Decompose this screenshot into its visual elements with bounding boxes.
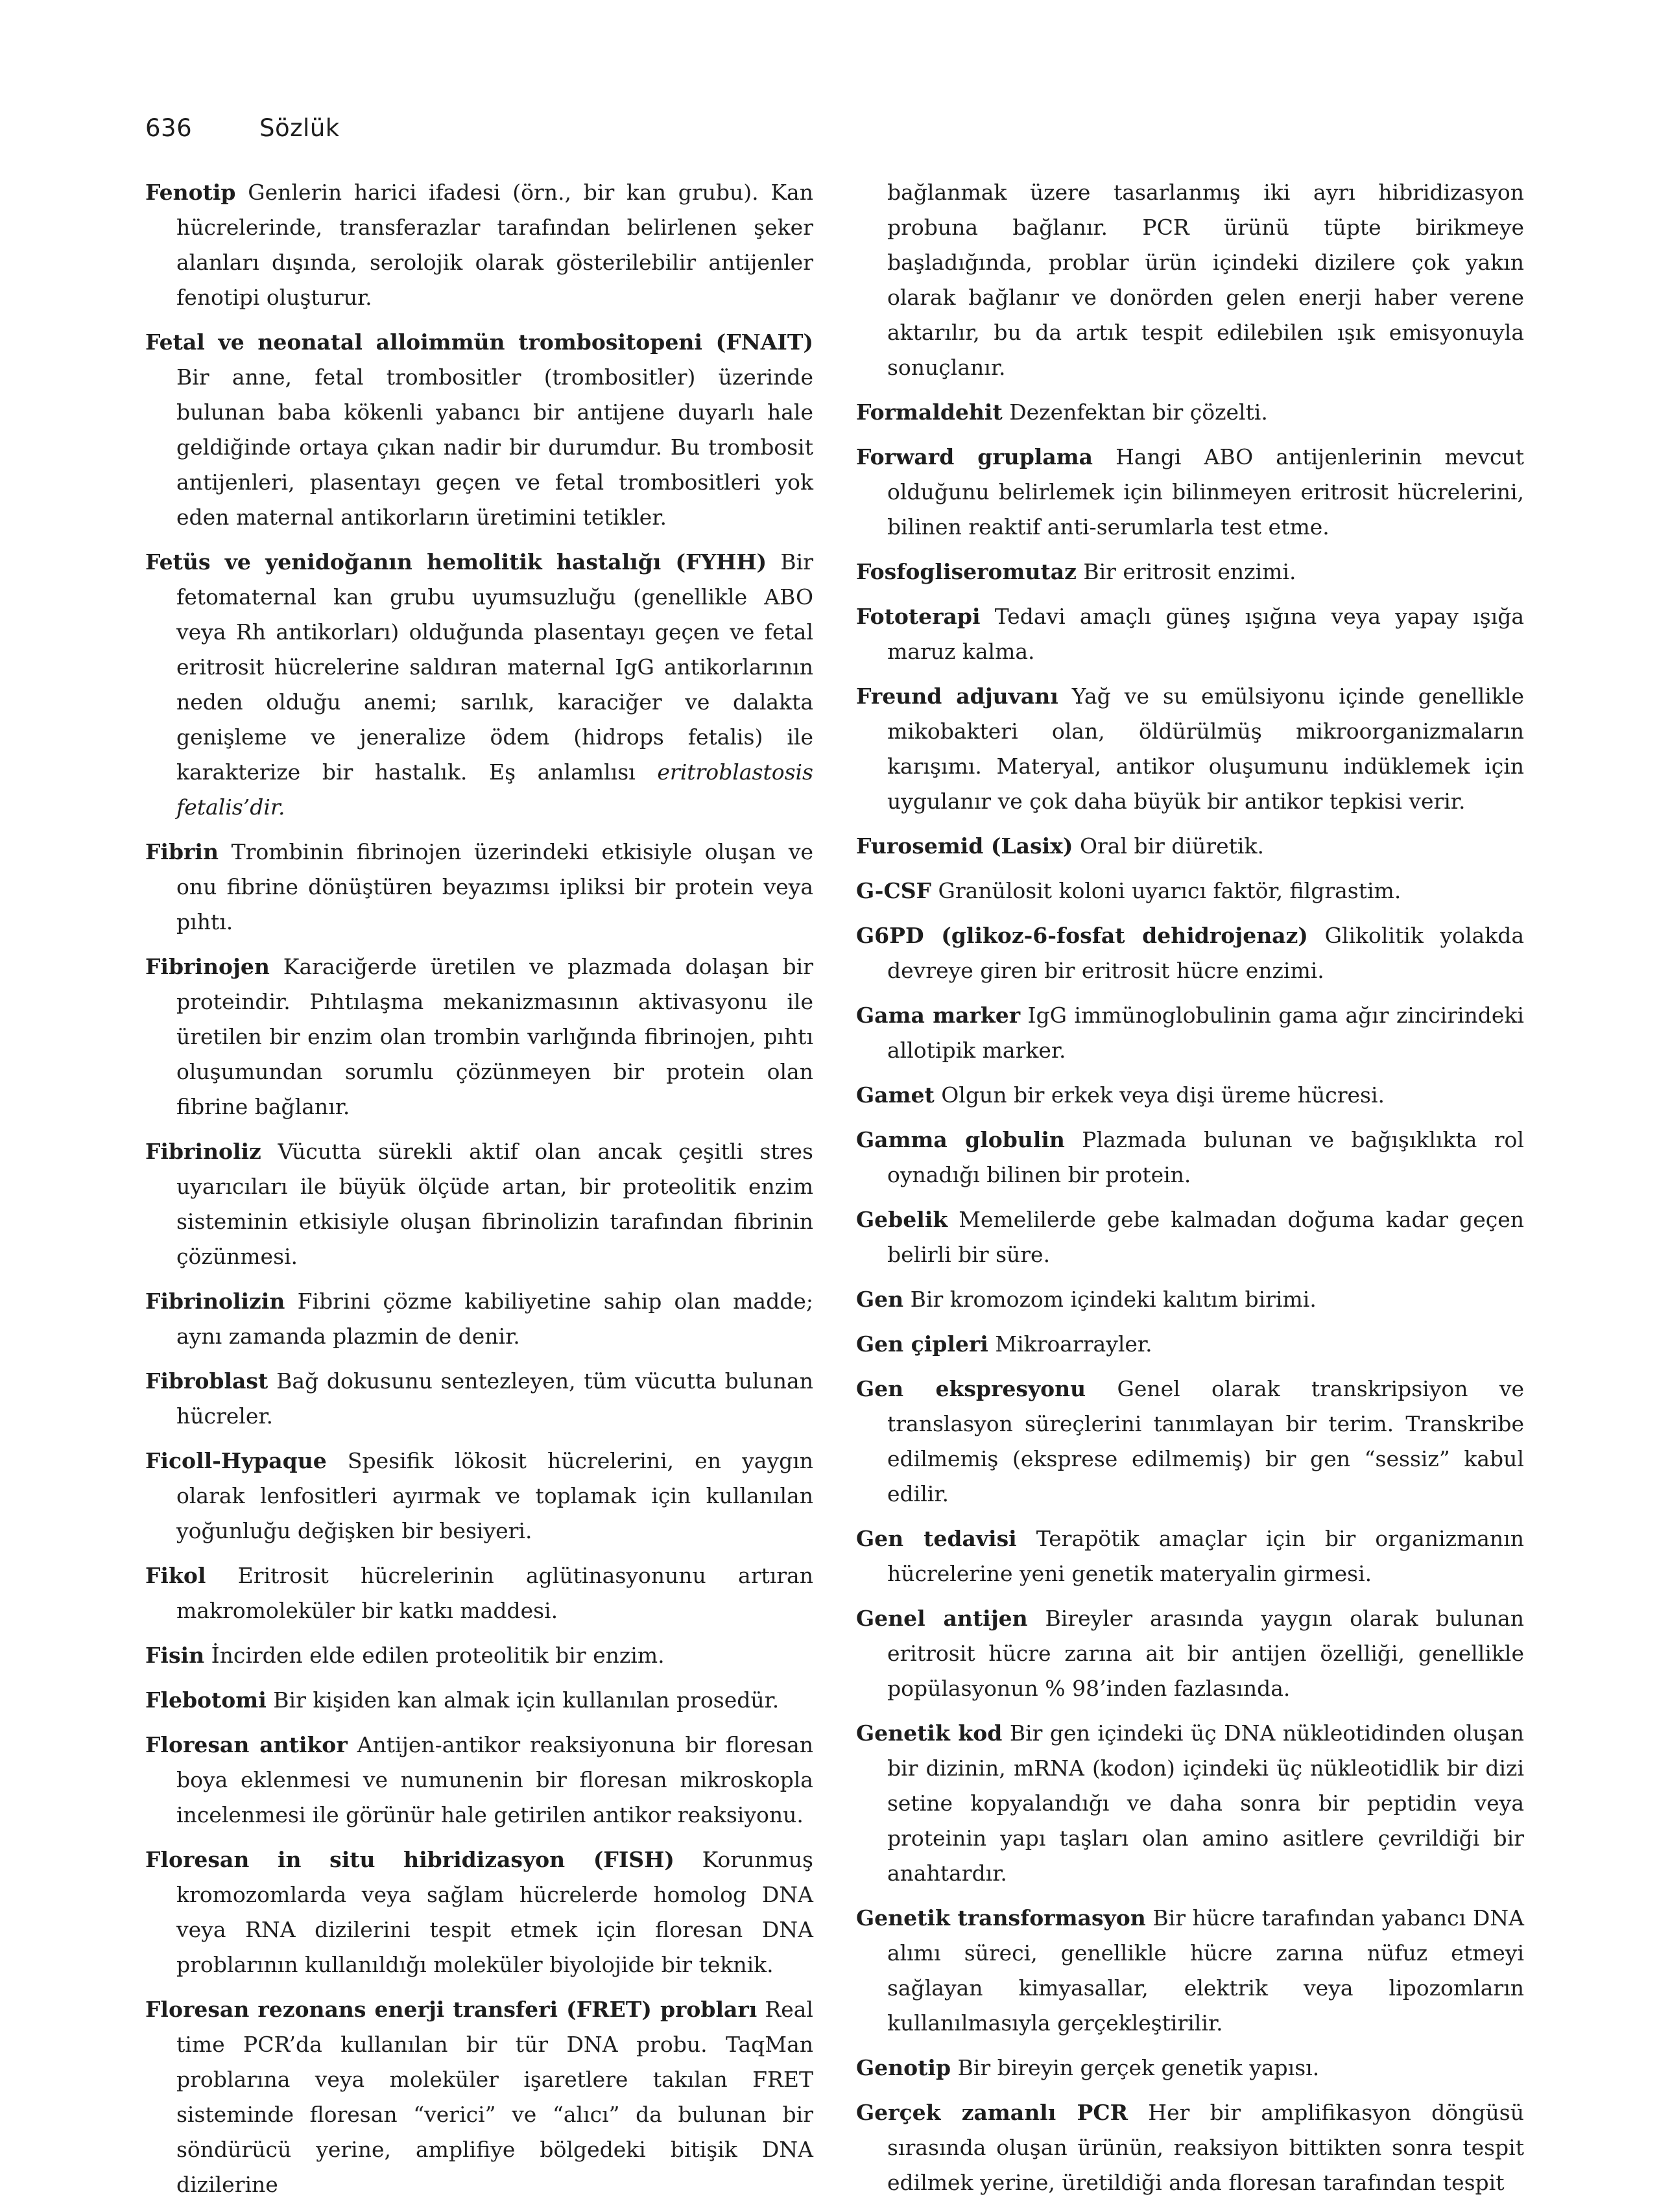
entry-definition: Bir fetomaternal kan grubu uyumsuzluğu (genellikle ABO veya Rh antikorları) olduğunda plasentayı geçen ve fetal eritrosit hücrelerine saldıran maternal IgG antikorlarının neden olduğu anemi; sarılık, karaciğer ve dalakta genişleme ve jeneralize ödem (hidrops fetalis) ile karakterize bir hastalık. Eş anlamlısı [176, 549, 813, 785]
glossary-entry [856, 2051, 1524, 2086]
entry-term: Fibrinolizin [145, 1289, 285, 1314]
glossary-entry [856, 1078, 1524, 1113]
entry-term: Genetik transformasyon [856, 1905, 1146, 1931]
entry-definition: Trombinin fibrinojen üzerindeki etkisiyle oluşan ve onu fibrine dönüştüren beyazımsı ipliksi bir protein veya pıhtı. [176, 839, 813, 934]
entry-definition: Karaciğerde üretilen ve plazmada dolaşan bir proteindir. Pıhtılaşma mekanizmasının aktivasyonu ile üretilen bir enzim olan trombin varlığında fibrinojen, pıhtı oluşumundan sorumlu çözünmeyen bir protein olan fibrine bağlanır. [176, 954, 813, 1119]
glossary-entry [856, 874, 1524, 909]
entry-term: Fototerapi [856, 604, 981, 629]
entry-term: Formaldehit [856, 399, 1003, 425]
entry-term: Forward gruplama [856, 444, 1093, 470]
entry-term: Floresan antikor [145, 1732, 348, 1757]
entry-term: Gen çipleri [856, 1331, 988, 1357]
entry-definition: Bir eritrosit enzimi. [1083, 559, 1296, 584]
entry-term: Fenotip [145, 180, 236, 205]
entry-definition: İncirden elde edilen proteolitik bir enzim. [211, 1643, 665, 1668]
glossary-entry [145, 325, 813, 535]
glossary-entry [856, 1202, 1524, 1272]
entry-definition: Granülosit koloni uyarıcı faktör, filgrastim. [938, 878, 1402, 903]
glossary-entry [145, 175, 813, 315]
glossary-entry [145, 545, 813, 825]
entry-definition: Plazmada bulunan ve bağışıklıkta rol oynadığı bilinen bir protein. [887, 1127, 1524, 1187]
glossary-entry [856, 1282, 1524, 1317]
glossary-entry [145, 835, 813, 940]
entry-definition: Bir hücre tarafından yabancı DNA alımı süreci, genellikle hücre zarına nüfuz etmeyi sağlayan kimyasallar, elektrik veya lipozomların kullanılmasıyla gerçekleştirilir. [887, 1905, 1524, 2036]
glossary-entry [856, 679, 1524, 819]
entry-definition: Bireyler arasında yaygın olarak bulunan eritrosit hücre zarına ait bir antijen özelliği, genellikle popülasyonun % 98’inden fazlasında. [887, 1606, 1524, 1701]
glossary-entry [856, 1372, 1524, 1512]
glossary-entry [856, 1521, 1524, 1591]
entry-term: Gama marker [856, 1003, 1021, 1028]
entry-term: Gen tedavisi [856, 1526, 1017, 1551]
entry-definition: Bağ dokusunu sentezleyen, tüm vücutta bulunan hücreler. [176, 1368, 813, 1429]
entry-term: Furosemid (Lasix) [856, 833, 1073, 859]
entry-term: Ficoll-Hypaque [145, 1448, 327, 1473]
entry-term: G-CSF [856, 878, 932, 903]
glossary-entry [856, 998, 1524, 1068]
glossary-entry [856, 1901, 1524, 2041]
entry-term: Fibrinojen [145, 954, 270, 979]
glossary-entry [856, 554, 1524, 589]
glossary-entry [856, 1601, 1524, 1706]
page-header [145, 114, 340, 142]
entry-definition: Real time PCR’da kullanılan bir tür DNA probu. TaqMan problarına veya moleküler işaretlere takılan FRET sisteminde floresan “verici” ve “alıcı” da bulunan bir söndürücü yerine, amplifiye bölgedeki bitişik DNA dizilerine [176, 1997, 813, 2197]
entry-definition: Mikroarrayler. [995, 1331, 1152, 1357]
entry-definition: Genlerin harici ifadesi (örn., bir kan grubu). Kan hücrelerinde, transferazlar tarafından belirlenen şeker alanları dışında, serolojik olarak gösterilebilir antijenler fenotipi oluşturur. [176, 180, 813, 310]
entry-definition: Dezenfektan bir çözelti. [1009, 399, 1268, 425]
glossary-entry [856, 395, 1524, 430]
entry-definition: Olgun bir erkek veya dişi üreme hücresi. [941, 1082, 1385, 1108]
glossary-entry [856, 599, 1524, 669]
entry-definition: Bir bireyin gerçek genetik yapısı. [957, 2055, 1320, 2080]
glossary-entry [145, 1284, 813, 1354]
entry-definition: Bir kromozom içindeki kalıtım birimi. [910, 1287, 1317, 1312]
glossary-entry [856, 2095, 1524, 2200]
entry-definition: Oral bir diüretik. [1079, 833, 1264, 859]
entry-term: Gen ekspresyonu [856, 1376, 1086, 1401]
glossary-entry [145, 1558, 813, 1628]
glossary-entry [856, 1716, 1524, 1891]
glossary-entry [856, 440, 1524, 545]
entry-definition: IgG immünoglobulinin gama ağır zincirindeki allotipik marker. [887, 1003, 1524, 1063]
glossary-entry [145, 1444, 813, 1549]
glossary-entry [145, 1992, 813, 2202]
entry-definition: Yağ ve su emülsiyonu içinde genellikle mikobakteri olan, öldürülmüş mikroorganizmaların karışımı. Materyal, antikor oluşumunu indüklemek için uygulanır ve çok daha büyük bir antikor tepkisi verir. [887, 684, 1524, 814]
entry-term: Floresan in situ hibridizasyon (FISH) [145, 1847, 674, 1872]
entry-term: Genel antijen [856, 1606, 1028, 1631]
glossary-entry [145, 1638, 813, 1673]
entry-term: G6PD (glikoz-6-fosfat dehidrojenaz) [856, 923, 1308, 948]
entry-term: Fikol [145, 1563, 206, 1588]
entry-definition: Memelilerde gebe kalmadan doğuma kadar geçen belirli bir süre. [887, 1207, 1524, 1267]
entry-definition: bağlanmak üzere tasarlanmış iki ayrı hibridizasyon probuna bağlanır. PCR ürünü tüpte birikmeye başladığında, problar ürün içindeki dizilere çok yakın olarak bağlanır ve donörden gelen enerji haber verene aktarılır, bu da artık tespit edilebilen ışık emisyonuyla sonuçlanır. [887, 180, 1524, 380]
entry-definition: Bir anne, fetal trombositler (trombositler) üzerinde bulunan baba kökenli yabancı bir antijene duyarlı hale geldiğinde ortaya çıkan nadir bir durumdur. Bu trombosit antijenleri, plasentayı geçen ve fetal trombositleri yok eden maternal antikorların üretimini tetikler. [176, 364, 813, 530]
glossary-entry [145, 1364, 813, 1434]
entry-definition: Her bir amplifikasyon döngüsü sırasında oluşan ürünün, reaksiyon bittikten sonra tespit edilmek yerine, üretildiği anda floresan tarafından tespit [887, 2100, 1524, 2195]
entry-definition: Genel olarak transkripsiyon ve translasyon süreçlerini tanımlayan bir terim. Transkribe edilmemiş (eksprese edilmemiş) bir gen “sessiz” kabul edilir. [887, 1376, 1524, 1506]
entry-term: Fosfogliseromutaz [856, 559, 1077, 584]
entry-definition: Vücutta sürekli aktif olan ancak çeşitli stres uyarıcıları ile büyük ölçüde artan, bir proteolitik enzim sisteminin etkisiyle oluşan fibrinolizin tarafından fibrinin çözünmesi. [176, 1139, 813, 1269]
entry-definition: Bir gen içindeki üç DNA nükleotidinden oluşan bir dizinin, mRNA (kodon) içindeki üç nükleotidlik bir dizi setine kopyalandığı ve daha sonra bir peptidin veya proteinin yapı taşları olan amino asitlere çevrildiği bir anahtardır. [887, 1720, 1524, 1886]
glossary-entry-continuation [856, 175, 1524, 385]
entry-definition: Hangi ABO antijenlerinin mevcut olduğunu belirlemek için bilinmeyen eritrosit hücrelerini, bilinen reaktif anti-serumlarla test etme. [887, 444, 1524, 540]
entry-definition: Tedavi amaçlı güneş ışığına veya yapay ışığa maruz kalma. [887, 604, 1525, 664]
glossary-entry [145, 949, 813, 1124]
page-number: 636 [145, 114, 193, 142]
glossary-entry [145, 1683, 813, 1718]
entry-term: Gen [856, 1287, 904, 1312]
entry-term: Flebotomi [145, 1687, 267, 1713]
entry-definition: Glikolitik yolakda devreye giren bir eritrosit hücre enzimi. [887, 923, 1524, 983]
glossary-entry [856, 918, 1524, 988]
entry-italic-synonym: eritroblastosis fetalis’dir. [176, 759, 813, 820]
entry-definition: Fibrini çözme kabiliyetine sahip olan madde; aynı zamanda plazmin de denir. [176, 1289, 814, 1349]
glossary-entry [145, 1842, 813, 1982]
glossary-entry [145, 1728, 813, 1833]
entry-definition: Eritrosit hücrelerinin aglütinasyonunu artıran makromoleküler bir katkı maddesi. [176, 1563, 813, 1623]
entry-term: Gamet [856, 1082, 935, 1108]
entry-definition: Antijen-antikor reaksiyonuna bir floresan boya eklenmesi ve numunenin bir floresan mikroskopla incelenmesi ile görünür hale getirilen antikor reaksiyonu. [176, 1732, 814, 1827]
entry-term: Freund adjuvanı [856, 684, 1058, 709]
entry-definition: Terapötik amaçlar için bir organizmanın hücrelerine yeni genetik materyalin girmesi. [887, 1526, 1524, 1586]
glossary-entry [856, 1327, 1524, 1362]
entry-definition: Spesifik lökosit hücrelerini, en yaygın olarak lenfositleri ayırmak ve toplamak için kullanılan yoğunluğu değişken bir besiyeri. [176, 1448, 813, 1543]
entry-term: Fisin [145, 1643, 205, 1668]
left-column [145, 175, 813, 2212]
entry-definition: Korunmuş kromozomlarda veya sağlam hücrelerde homolog DNA veya RNA dizilerini tespit etmek için floresan DNA problarının kullanıldığı moleküler biyolojide bir teknik. [176, 1847, 813, 1977]
right-column [856, 175, 1524, 2210]
entry-term: Gerçek zamanlı PCR [856, 2100, 1128, 2125]
entry-term: Fibroblast [145, 1368, 268, 1394]
entry-term: Fetal ve neonatal alloimmün trombositopeni (FNAIT) [145, 329, 813, 355]
glossary-entry [856, 1123, 1524, 1193]
entry-term: Fibrin [145, 839, 219, 864]
entry-term: Fetüs ve yenidoğanın hemolitik hastalığı (FYHH) [145, 549, 767, 575]
entry-term: Genetik kod [856, 1720, 1003, 1746]
entry-term: Genotip [856, 2055, 951, 2080]
entry-term: Floresan rezonans enerji transferi (FRET) probları [145, 1997, 757, 2022]
entry-term: Gamma globulin [856, 1127, 1065, 1152]
glossary-entry [145, 1134, 813, 1274]
glossary-entry [856, 829, 1524, 864]
entry-term: Fibrinoliz [145, 1139, 261, 1164]
entry-term: Gebelik [856, 1207, 948, 1232]
section-title: Sözlük [259, 114, 340, 142]
entry-definition: Bir kişiden kan almak için kullanılan prosedür. [273, 1687, 780, 1713]
